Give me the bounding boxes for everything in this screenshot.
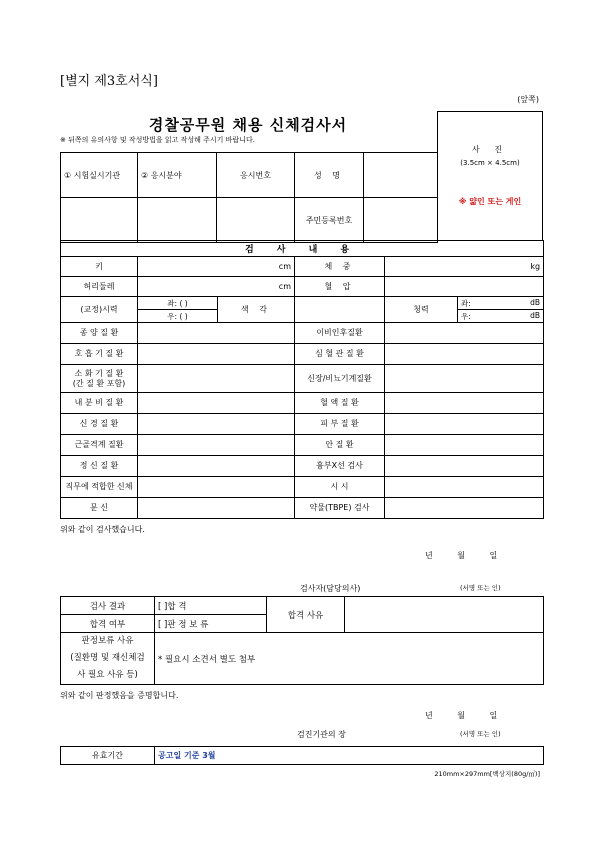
- blood-pressure-label: 혈 압: [295, 277, 385, 297]
- height-unit: cm: [278, 262, 291, 271]
- certify-statement: 위와 같이 판정했음을 증명합니다.: [60, 691, 179, 700]
- photo-box: [437, 111, 543, 240]
- exam-statement: 위와 같이 검사했습니다.: [60, 525, 145, 534]
- disease-field-left[interactable]: [138, 365, 295, 393]
- pass-reason-label: 합격 사유: [267, 597, 345, 633]
- hearing-right-unit: dB: [530, 310, 541, 320]
- vision-label: (교정)시력: [61, 297, 138, 323]
- validity-value: 공고일 기준 3월: [155, 747, 544, 765]
- disease-row: [61, 344, 544, 365]
- hearing-right-field[interactable]: [458, 310, 544, 323]
- disease-label-left: 정 신 질 환: [61, 456, 138, 477]
- disease-field-left[interactable]: [138, 414, 295, 435]
- page-title: 경찰공무원 채용 신체검사서: [148, 116, 348, 134]
- front-page-label: (앞쪽): [517, 95, 539, 104]
- vision-left-field[interactable]: 좌: ( ): [138, 297, 218, 310]
- apply-field-label: ② 응시분야: [138, 153, 217, 198]
- photo-note: ※ 얇인 또는 게인: [458, 197, 522, 206]
- disease-row: [61, 393, 544, 414]
- disease-field-right[interactable]: [385, 456, 544, 477]
- disease-label-right: 시 시: [295, 477, 385, 498]
- height-label: 키: [61, 257, 138, 277]
- disease-field-left[interactable]: [138, 456, 295, 477]
- resident-number-field[interactable]: [364, 198, 438, 243]
- photo-size: (3.5cm × 4.5cm): [460, 159, 520, 167]
- height-field[interactable]: [138, 257, 295, 277]
- certify-date-label: 년 월 일: [425, 711, 498, 720]
- hearing-right-label: 우:: [461, 311, 471, 321]
- disease-field-right[interactable]: [385, 435, 544, 456]
- hold-option[interactable]: [ ]판 정 보 류: [155, 615, 267, 633]
- exam-institution-label: ① 시험실시기관: [61, 153, 138, 198]
- disease-field-right[interactable]: [385, 323, 544, 344]
- disease-field-right[interactable]: [385, 498, 544, 519]
- apply-field-field[interactable]: [138, 198, 217, 243]
- disease-label-left: 내 분 비 질 환: [61, 393, 138, 414]
- exam-institution-field[interactable]: [61, 198, 138, 243]
- disease-field-left[interactable]: [138, 498, 295, 519]
- disease-label-left: 직무에 적합한 신체: [61, 477, 138, 498]
- exam-number-field[interactable]: [217, 198, 295, 243]
- institution-sign-label: (서명 또는 인): [460, 730, 501, 738]
- disease-label-right: 안 질 환: [295, 435, 385, 456]
- photo-label: 사 진: [472, 145, 508, 154]
- vision-right-field[interactable]: 우: ( ): [138, 310, 218, 323]
- paper-spec: 210mm×297mm[백상지(80g/㎡)]: [434, 770, 540, 778]
- waist-label: 허리둘레: [61, 277, 138, 297]
- institution-head-label: 검진기관의 장: [297, 730, 346, 739]
- validity-label: 유효기간: [61, 747, 155, 765]
- blood-pressure-field[interactable]: [385, 277, 544, 297]
- exam-date-label: 년 월 일: [425, 551, 498, 560]
- disease-label-left: 소 화 기 질 환 (간 질 환 포함): [61, 365, 138, 393]
- hearing-left-label: 좌:: [461, 298, 471, 308]
- result-label: 검사 결과: [61, 597, 155, 615]
- disease-row: [61, 365, 544, 393]
- disease-row: [61, 435, 544, 456]
- disease-row: [61, 323, 544, 344]
- disease-label-right: 혈 액 질 환: [295, 393, 385, 414]
- disease-field-left[interactable]: [138, 477, 295, 498]
- disease-label-right: 심 혈 관 질 환: [295, 344, 385, 365]
- color-vision-label: 색 각: [218, 297, 295, 323]
- disease-label-left: 문 신: [61, 498, 138, 519]
- disease-label-right: 흉부X선 검사: [295, 456, 385, 477]
- disease-label-left: 근골격계 질환: [61, 435, 138, 456]
- name-label: 성 명: [295, 153, 364, 198]
- disease-label-left: 종 양 질 환: [61, 323, 138, 344]
- disease-field-right[interactable]: [385, 344, 544, 365]
- disease-row: [61, 456, 544, 477]
- name-field[interactable]: [364, 153, 438, 198]
- disease-row: [61, 414, 544, 435]
- disease-rows: [61, 323, 544, 519]
- disease-label-right: 약물(TBPE) 검사: [295, 498, 385, 519]
- disease-label-left: 호 흡 기 질 환: [61, 344, 138, 365]
- resident-number-label: 주민등록번호: [295, 198, 364, 243]
- pass-reason-field[interactable]: [345, 597, 544, 633]
- pass-option[interactable]: [ ]합 격: [155, 597, 267, 615]
- disease-label-right: 이비인후질환: [295, 323, 385, 344]
- exam-number-label: 응시번호: [217, 153, 295, 198]
- hold-reason-label: 판정보류 사유 (질환명 및 재신체검 사 필요 사유 등): [61, 633, 155, 685]
- pass-status-label: 합격 여부: [61, 615, 155, 633]
- disease-label-right: 신장/비뇨기계질환: [295, 365, 385, 393]
- disease-field-left[interactable]: [138, 323, 295, 344]
- hold-reason-field[interactable]: * 필요시 소견서 별도 첨부: [155, 633, 544, 685]
- weight-field[interactable]: [385, 257, 544, 277]
- weight-unit: kg: [530, 262, 541, 271]
- disease-field-left[interactable]: [138, 393, 295, 414]
- disease-field-left[interactable]: [138, 344, 295, 365]
- result-table: [60, 596, 544, 685]
- disease-field-right[interactable]: [385, 477, 544, 498]
- disease-field-right[interactable]: [385, 365, 544, 393]
- hearing-label: 청력: [385, 297, 458, 323]
- disease-field-right[interactable]: [385, 393, 544, 414]
- applicant-table: [60, 152, 438, 243]
- disease-field-left[interactable]: [138, 435, 295, 456]
- color-vision-field[interactable]: [295, 297, 385, 323]
- disease-row: [61, 477, 544, 498]
- disease-label-right: 피 부 질 환: [295, 414, 385, 435]
- exam-table: [60, 240, 544, 519]
- doctor-sign-label: (서명 또는 인): [460, 584, 501, 592]
- form-number-label: [별지 제3호서식]: [60, 74, 158, 89]
- waist-field[interactable]: [138, 277, 295, 297]
- disease-field-right[interactable]: [385, 414, 544, 435]
- instruction-note: ※ 뒤쪽의 유의사항 및 작성방법을 읽고 작성해 주시기 바랍니다.: [60, 136, 255, 144]
- waist-unit: cm: [278, 282, 291, 291]
- disease-row: [61, 498, 544, 519]
- doctor-label: 검사자(담당의사): [300, 584, 361, 593]
- exam-header: 검 사 내 용: [61, 241, 544, 257]
- validity-table: [60, 746, 544, 765]
- hearing-left-unit: dB: [530, 297, 541, 307]
- disease-label-left: 신 경 질 환: [61, 414, 138, 435]
- weight-label: 체 중: [295, 257, 385, 277]
- hearing-left-field[interactable]: [458, 297, 544, 310]
